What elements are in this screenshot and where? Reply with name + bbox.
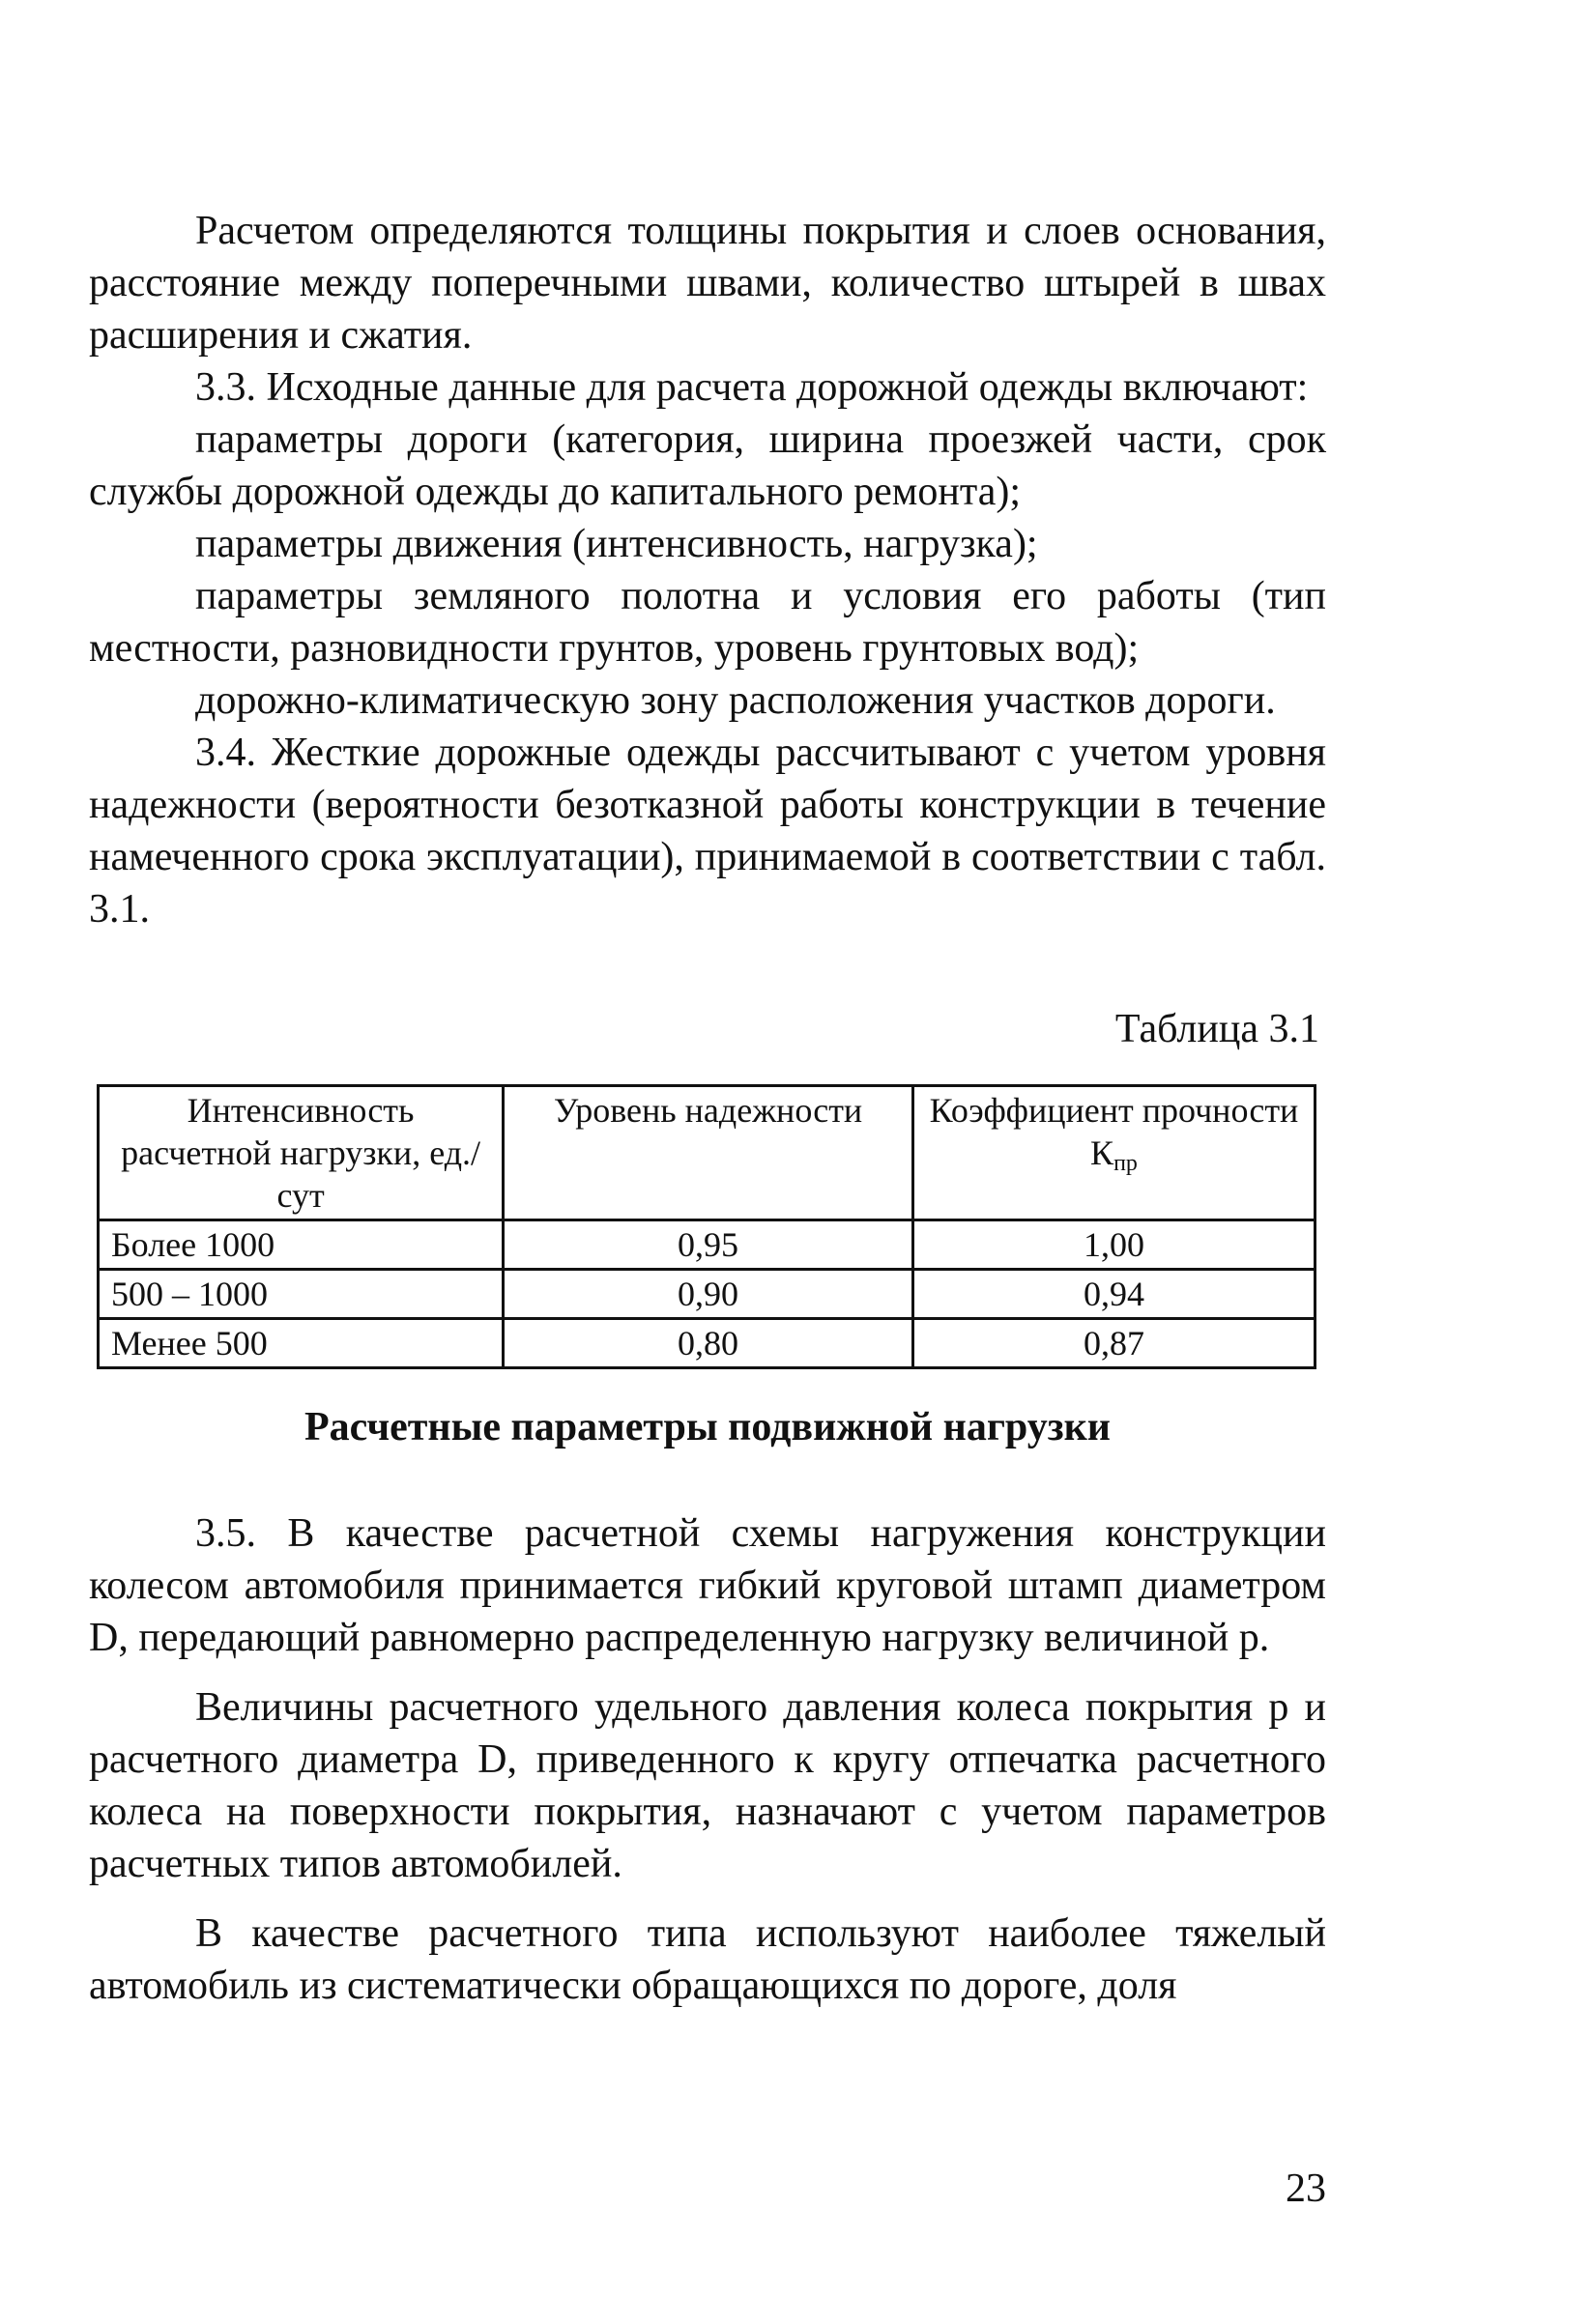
paragraph: 3.4. Жесткие дорожные одежды рассчитывают с учетом уровня надежности (вероятности безотказной работы конструкции в течение намеченного срока эксплуатации), принимаемой в соответствии с табл. 3.1. — [89, 731, 1326, 932]
table-cell: 0,80 — [504, 1319, 913, 1368]
table-cell: Более 1000 — [99, 1220, 504, 1270]
table-caption: Таблица 3.1 — [1114, 1007, 1319, 1051]
section-heading: Расчетные параметры подвижной нагрузки — [304, 1405, 1111, 1449]
text-block-bottom — [89, 1507, 1326, 2012]
paragraph: 3.3. Исходные данные для расчета дорожной одежды включают: — [195, 365, 1309, 410]
table-header-cell: Уровень надежности — [504, 1086, 913, 1220]
table-row — [99, 1319, 1315, 1368]
table-cell: 1,00 — [912, 1220, 1315, 1270]
text-block-top — [89, 205, 1326, 935]
header-text: Коэффициент прочности К — [929, 1091, 1299, 1172]
paragraph: параметры движения (интенсивность, нагрузка); — [195, 522, 1038, 566]
table-cell: 500 – 1000 — [99, 1270, 504, 1319]
table-cell: Менее 500 — [99, 1319, 504, 1368]
page-number: 23 — [1286, 2166, 1326, 2211]
table-cell: 0,87 — [912, 1319, 1315, 1368]
paragraph: Величины расчетного удельного давления колеса покрытия р и расчетного диаметра D, приведенного к кругу отпечатка расчетного колеса на поверхности покрытия, назначают с учетом параметров расчетных типов автомобилей. — [89, 1685, 1326, 1886]
table-cell: 0,95 — [504, 1220, 913, 1270]
paragraph: Расчетом определяются толщины покрытия и слоев основания, расстояние между поперечными швами, количество штырей в швах расширения и сжатия. — [89, 209, 1326, 358]
table-header-row — [99, 1086, 1315, 1220]
paragraph: параметры земляного полотна и условия его работы (тип местности, разновидности грунтов, уровень грунтовых вод); — [89, 574, 1326, 671]
table-cell: 0,94 — [912, 1270, 1315, 1319]
paragraph: В качестве расчетного типа используют наиболее тяжелый автомобиль из систематически обращающихся по дороге, доля — [89, 1911, 1326, 2008]
paragraph: параметры дороги (категория, ширина проезжей части, срок службы дорожной одежды до капитального ремонта); — [89, 417, 1326, 514]
table-cell: 0,90 — [504, 1270, 913, 1319]
header-subscript: пр — [1113, 1151, 1138, 1176]
table-row — [99, 1220, 1315, 1270]
paragraph: дорожно-климатическую зону расположения участков дороги. — [195, 678, 1276, 723]
table-header-cell: Интенсивность расчетной нагрузки, ед./сут — [99, 1086, 504, 1220]
paragraph: 3.5. В качестве расчетной схемы нагружения конструкции колесом автомобиля принимается гибкий круговой штамп диаметром D, передающий равномерно распределенную нагрузку величиной р. — [89, 1511, 1326, 1660]
table-header-cell — [912, 1086, 1315, 1220]
table-row — [99, 1270, 1315, 1319]
reliability-table — [97, 1084, 1316, 1369]
